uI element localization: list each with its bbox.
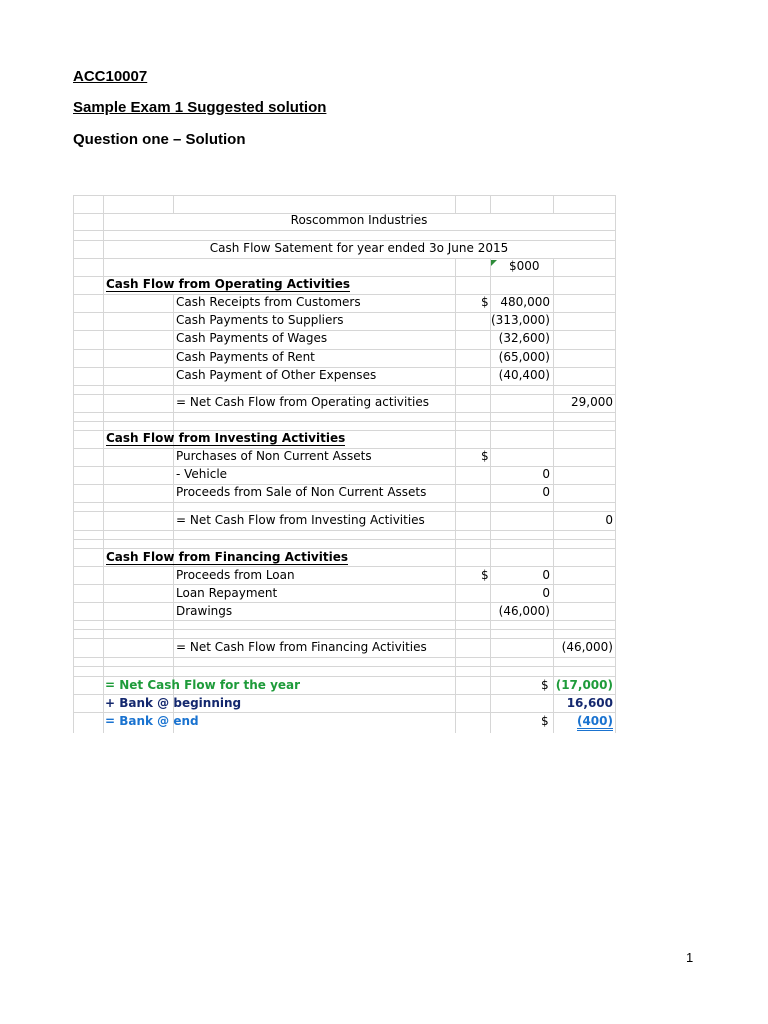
financing-net-value: (46,000) <box>561 640 613 654</box>
operating-heading: Cash Flow from Operating Activities <box>106 277 351 291</box>
financing-item-label: Proceeds from Loan <box>176 568 295 582</box>
financing-heading: Cash Flow from Financing Activities <box>106 550 348 564</box>
operating-item-amount: 480,000 <box>500 295 550 309</box>
operating-item-amount: (32,600) <box>498 331 550 345</box>
net-cash-flow-year-value: (17,000) <box>555 678 613 692</box>
statement-title: Cash Flow Satement for year ended 3o June 2015 <box>209 241 509 255</box>
financing-item-label: Loan Repayment <box>176 586 278 600</box>
financing-item-label: Drawings <box>176 604 233 618</box>
operating-item-label: Cash Payments of Wages <box>176 331 328 345</box>
operating-item-label: Cash Payments to Suppliers <box>176 313 344 327</box>
operating-item-amount: (40,400) <box>498 368 550 382</box>
bank-end-label: = Bank @ end <box>105 714 199 728</box>
bank-beginning-label: + Bank @ beginning <box>105 696 242 710</box>
investing-item-amount: 0 <box>542 467 550 481</box>
dollar-sign: $ <box>541 714 549 728</box>
cell-comment-marker <box>491 260 497 266</box>
dollar-sign: $ <box>481 295 489 309</box>
dollar-sign: $ <box>541 678 549 692</box>
page-number: 1 <box>686 950 694 965</box>
bank-end-value: (400) <box>577 712 613 730</box>
operating-item-label: Cash Payment of Other Expenses <box>176 368 377 382</box>
financing-net-label: = Net Cash Flow from Financing Activities <box>176 640 427 654</box>
question-heading: Question one – Solution <box>73 131 246 148</box>
financing-item-amount: 0 <box>542 568 550 582</box>
investing-item-label: Proceeds from Sale of Non Current Assets <box>176 485 427 499</box>
unit-label: $000 <box>509 259 540 273</box>
investing-item-amount: 0 <box>542 485 550 499</box>
operating-net-value: 29,000 <box>571 395 613 409</box>
financing-item-amount: 0 <box>542 586 550 600</box>
investing-net-value: 0 <box>605 513 613 527</box>
bank-beginning-value: 16,600 <box>566 696 613 710</box>
operating-net-label: = Net Cash Flow from Operating activities <box>176 395 430 409</box>
operating-item-amount: (313,000) <box>491 313 550 327</box>
investing-item-label: Purchases of Non Current Assets <box>176 449 372 463</box>
dollar-sign: $ <box>481 568 489 582</box>
operating-item-label: Cash Receipts from Customers <box>176 295 361 309</box>
financing-item-amount: (46,000) <box>498 604 550 618</box>
operating-item-label: Cash Payments of Rent <box>176 350 315 364</box>
document-subtitle: Sample Exam 1 Suggested solution <box>73 99 327 116</box>
dollar-sign: $ <box>481 449 489 463</box>
company-name: Roscommon Industries <box>290 213 428 227</box>
operating-item-amount: (65,000) <box>498 350 550 364</box>
net-cash-flow-year-label: = Net Cash Flow for the year <box>105 678 301 692</box>
investing-heading: Cash Flow from Investing Activities <box>106 431 346 445</box>
investing-item-label: - Vehicle <box>176 467 228 481</box>
course-code: ACC10007 <box>73 68 148 85</box>
investing-net-label: = Net Cash Flow from Investing Activities <box>176 513 425 527</box>
